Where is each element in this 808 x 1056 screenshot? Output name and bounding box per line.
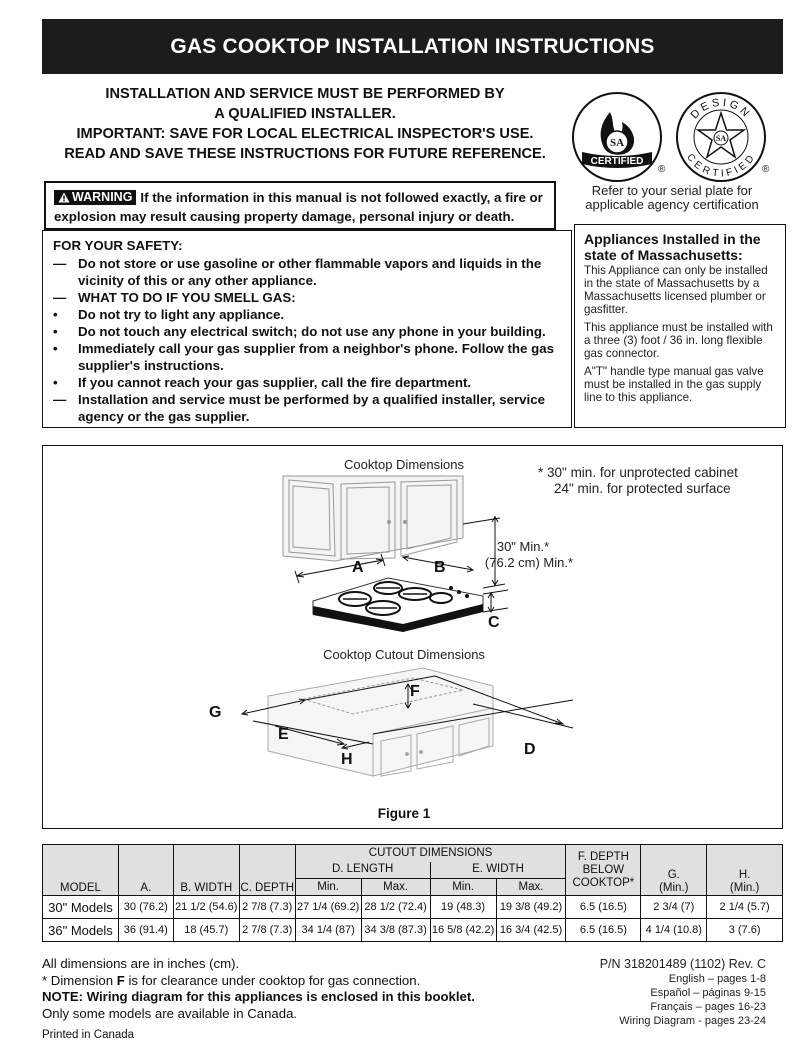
safety-marker: • [53,341,58,356]
header-b-width: B. WIDTH [173,845,239,896]
design-seal-mark: SA [715,134,727,143]
header-f-depth [566,845,641,896]
table-cell: 16 5/8 (42.2) [430,919,496,942]
figure-box [42,445,783,829]
units-note: All dimensions are in inches (cm). [42,956,240,971]
safety-item-text: Do not try to light any appliance. [78,307,285,322]
massachusetts-paragraph: This appliance must be installed with a three (3) foot / 36 in. long flexible gas connector. [584,321,773,360]
design-certified-logo [674,90,772,188]
safety-item [53,255,561,289]
header-h-line: (Min.) [729,882,760,894]
footer-notes [42,956,475,1044]
header-e-width: E. WIDTH [430,862,566,879]
massachusetts-paragraph: A"T" handle type manual gas valve must be installed in the gas supply line to this appliance. [584,365,764,404]
cooktop-diagram [43,446,784,830]
safety-item-text: Do not touch any electrical switch; do not use any phone in your building. [78,324,546,339]
svg-text:CERTIFIED [684,152,758,180]
table-cell: 4 1/4 (10.8) [641,919,707,942]
label-f: F [410,683,420,700]
warning-tag-label: WARNING [72,190,133,204]
safety-item [53,391,561,425]
clearance-suffix: is for clearance under cooktop for gas connection. [124,972,421,988]
table-cell: 30 (76.2) [118,896,173,919]
csa-certified-logo [570,90,668,188]
figure-caption: Figure 1 [377,806,431,821]
language-reference: Wiring Diagram - pages 23-24 [619,1015,766,1027]
header-a: A. [118,845,173,896]
table-cell: 34 3/8 (87.3) [361,919,430,942]
safety-item [53,374,561,391]
table-cell: 6.5 (16.5) [566,919,641,942]
table-row [43,896,783,919]
warning-triangle-icon [58,192,70,203]
table-cell: 6.5 (16.5) [566,896,641,919]
table-cell: 2 1/4 (5.7) [707,896,783,919]
part-number: P/N 318201489 (1102) Rev. C [599,957,766,971]
warning-tag [54,190,136,205]
safety-marker: • [53,375,58,390]
table-cell: 16 3/4 (42.5) [496,919,566,942]
design-text: DESIGN [688,96,754,122]
intro-line: READ AND SAVE THESE INSTRUCTIONS FOR FUTURE REFERENCE. [64,146,546,162]
intro-notice [40,84,570,164]
safety-item-text: If you cannot reach your gas supplier, call the fire department. [78,375,472,390]
header-f-depth-line: COOKTOP* [572,876,635,889]
header-h-line: H. [738,869,751,881]
safety-item-text: Installation and service must be performed by a qualified installer, service agency or the gas supplier. [78,392,546,424]
printed-in: Printed in Canada [42,1029,135,1041]
header-e-max: Max. [496,879,566,896]
warning-text: If the information in this manual is not followed exactly, a fire or explosion may result causing property damage, personal injury or death. [54,190,543,224]
header-d-min: Min. [295,879,361,896]
safety-marker: — [53,290,67,305]
label-b: B [434,559,446,576]
header-g [641,845,707,896]
massachusetts-heading: Appliances Installed in the state of Massachusetts: [584,231,761,263]
header-c-depth: C. DEPTH [239,845,295,896]
dimensions-label: Cooktop Dimensions [344,457,464,472]
footer-references [600,956,766,1028]
lower-cabinet-drawing [268,668,493,776]
header-h [707,845,783,896]
cooktop-drawing [313,578,483,632]
safety-item [53,306,561,323]
clearance-note [42,973,475,990]
safety-item-text: Immediately call your gas supplier from a neighbor's phone. Follow the gas supplier's instructions. [78,341,555,373]
certified-label: CERTIFIED [590,156,644,167]
safety-box [42,230,572,428]
table-cell: 36" Models [43,919,119,942]
table-cell: 27 1/4 (69.2) [295,896,361,919]
header-d-length: D. LENGTH [295,862,430,879]
table-cell: 3 (7.6) [707,919,783,942]
clearance-prefix: * Dimension [42,972,117,988]
header-d-max: Max. [361,879,430,896]
label-d: D [524,741,536,758]
table-cell: 34 1/4 (87) [295,919,361,942]
safety-item-text: WHAT TO DO IF YOU SMELL GAS: [78,290,296,305]
page-title: GAS COOKTOP INSTALLATION INSTRUCTIONS [42,19,783,74]
upper-cabinet-drawing [283,476,463,561]
dimensions-table [42,844,783,942]
cutout-dimensions-label: Cooktop Cutout Dimensions [323,647,485,662]
table-cell: 2 7/8 (7.3) [239,896,295,919]
header-f-depth-line: F. DEPTH [577,850,629,863]
safety-marker: • [53,324,58,339]
warning-box [44,181,556,230]
table-cell: 19 (48.3) [430,896,496,919]
registered-mark: ® [658,164,666,175]
seal-mark: SA [609,137,625,149]
label-h: H [341,751,353,768]
clearance-note-line2: 24" min. for protected surface [554,481,731,496]
label-g: G [209,704,222,721]
table-cell: 36 (91.4) [118,919,173,942]
massachusetts-paragraph: This Appliance can only be installed in the state of Massachusetts by a Massachusetts licensed plumber or gasfitter. [584,264,768,316]
intro-line: A QUALIFIED INSTALLER. [214,106,396,122]
intro-line: IMPORTANT: SAVE FOR LOCAL ELECTRICAL INSPECTOR'S USE. [76,126,534,142]
language-reference: English – pages 1-8 [668,973,766,985]
header-g-line: G. [667,869,680,881]
safety-marker: • [53,307,58,322]
design-certified-text: CERTIFIED [684,152,758,180]
table-row [43,919,783,942]
safety-item [53,340,561,374]
massachusetts-box [574,224,786,428]
language-reference: Français – pages 16-23 [650,1001,766,1013]
clearance-note-line1: * 30" min. for unprotected cabinet [538,465,738,480]
label-c: C [488,614,500,631]
safety-item [53,289,561,306]
header-g-line: (Min.) [659,882,689,894]
canada-models-note: Only some models are available in Canada. [42,1005,298,1021]
intro-line: INSTALLATION AND SERVICE MUST BE PERFORMED BY [105,86,505,102]
table-cell: 2 7/8 (7.3) [239,919,295,942]
label-a: A [352,559,364,576]
safety-item-text: Do not store or use gasoline or other flammable vapors and liquids in the vicinity of this or any other appliance. [78,256,542,288]
safety-heading: FOR YOUR SAFETY: [53,238,183,253]
table-cell: 30" Models [43,896,119,919]
header-model: MODEL [43,845,119,896]
design-registered-mark: ® [762,164,770,175]
table-cell: 18 (45.7) [173,919,239,942]
min-clearance-label-2: (76.2 cm) Min.* [484,555,574,570]
header-e-min: Min. [430,879,496,896]
wiring-note: NOTE: Wiring diagram for this appliances is enclosed in this booklet. [42,989,475,1004]
certification-caption: Refer to your serial plate for applicable agency certification [585,183,759,212]
language-reference: Español – páginas 9-15 [650,987,766,999]
label-e: E [278,726,289,743]
safety-marker: — [53,256,67,271]
min-clearance-label-1: 30" Min.* [496,539,550,554]
table-cell: 2 3/4 (7) [641,896,707,919]
safety-item [53,323,561,340]
safety-marker: — [53,392,67,407]
table-cell: 19 3/8 (49.2) [496,896,566,919]
header-cutout: CUTOUT DIMENSIONS [295,845,566,862]
clearance-dimension-letter: F [116,972,125,988]
header-f-depth-line: BELOW [582,863,625,876]
table-cell: 28 1/2 (72.4) [361,896,430,919]
table-cell: 21 1/2 (54.6) [173,896,239,919]
